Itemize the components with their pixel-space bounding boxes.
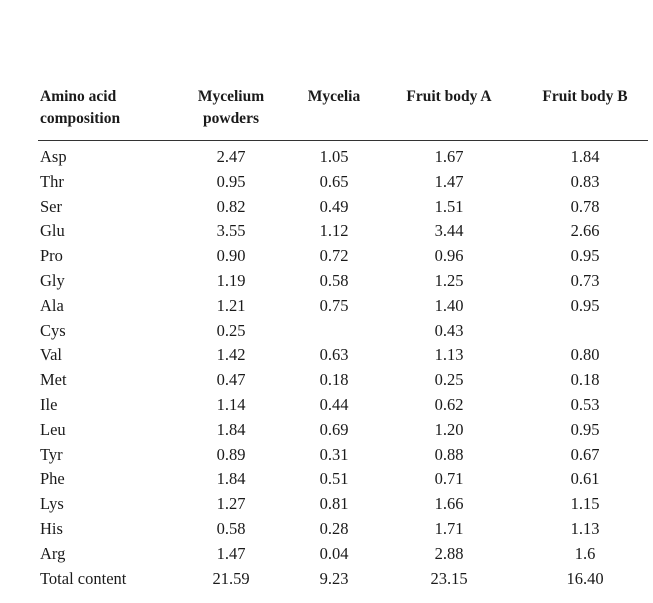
table-row	[38, 393, 648, 418]
value-cell: 1.84	[216, 419, 246, 439]
value-cell: 1.47	[434, 171, 464, 191]
value-cell: 0.88	[434, 444, 464, 464]
value-cell: 0.72	[319, 246, 349, 266]
value-cell: 21.59	[212, 568, 250, 588]
value-cell: 0.31	[319, 444, 349, 464]
value-cell: 0.28	[319, 518, 349, 538]
value-cell: 1.71	[434, 518, 464, 538]
value-cell: 0.51	[319, 469, 349, 489]
value-cell: 0.04	[319, 543, 349, 563]
value-cell: 0.43	[434, 320, 464, 340]
value-cell: 0.82	[216, 196, 246, 216]
table-row	[38, 418, 648, 443]
value-cell: 0.95	[216, 171, 246, 191]
value-cell: 0.90	[216, 246, 246, 266]
value-cell: 1.21	[216, 295, 246, 315]
value-cell: 1.25	[434, 270, 464, 290]
value-cell: 0.63	[319, 345, 349, 365]
value-cell: 0.71	[434, 469, 464, 489]
header-fruit-body-a	[376, 86, 522, 141]
header-line: Amino acid	[40, 88, 117, 105]
value-cell: 0.25	[216, 320, 246, 340]
value-cell: 0.73	[570, 270, 600, 290]
amino-acid-name-cell: His	[40, 518, 63, 538]
value-cell: 0.49	[319, 196, 349, 216]
value-cell: 23.15	[430, 568, 468, 588]
table-row	[38, 492, 648, 517]
table-row	[38, 170, 648, 195]
value-cell: 0.25	[434, 370, 464, 390]
value-cell: 1.40	[434, 295, 464, 315]
value-cell: 3.44	[434, 221, 464, 241]
header-row	[38, 86, 648, 141]
amino-acid-composition-table	[38, 86, 648, 591]
header-line: composition	[40, 110, 121, 127]
value-cell: 0.75	[319, 295, 349, 315]
value-cell: 0.44	[319, 394, 349, 414]
amino-acid-name-cell: Ile	[40, 394, 58, 414]
value-cell: 1.66	[434, 494, 464, 514]
value-cell: 1.13	[570, 518, 600, 538]
table-row	[38, 141, 648, 170]
amino-acid-name-cell: Asp	[40, 147, 67, 166]
value-cell: 0.58	[216, 518, 246, 538]
amino-acid-name-cell: Arg	[40, 543, 66, 563]
table-row	[38, 567, 648, 592]
value-cell: 0.62	[434, 394, 464, 414]
amino-acid-name-cell: Val	[40, 345, 62, 365]
value-cell: 0.95	[570, 295, 600, 315]
value-cell: 0.78	[570, 196, 600, 216]
value-cell: 3.55	[216, 221, 246, 241]
value-cell: 1.67	[434, 147, 464, 166]
table-row	[38, 542, 648, 567]
value-cell: 1.47	[216, 543, 246, 563]
header-amino-acid-composition	[38, 86, 170, 141]
value-cell: 0.58	[319, 270, 349, 290]
amino-acid-table-container	[38, 86, 648, 591]
value-cell: 1.13	[434, 345, 464, 365]
amino-acid-name-cell: Met	[40, 370, 67, 390]
value-cell: 0.65	[319, 171, 349, 191]
amino-acid-name-cell: Ala	[40, 295, 64, 315]
value-cell: 1.51	[434, 196, 464, 216]
value-cell: 1.15	[570, 494, 600, 514]
table-row	[38, 269, 648, 294]
amino-acid-name-cell: Glu	[40, 221, 65, 241]
header-mycelium-powders	[170, 86, 292, 141]
value-cell: 9.23	[319, 568, 349, 588]
value-cell: 0.18	[319, 370, 349, 390]
value-cell: 0.95	[570, 246, 600, 266]
value-cell: 1.27	[216, 494, 246, 514]
value-cell: 1.12	[319, 221, 349, 241]
value-cell: 0.53	[570, 394, 600, 414]
amino-acid-name-cell: Ser	[40, 196, 62, 216]
value-cell: 1.42	[216, 345, 246, 365]
header-line: Fruit body A	[406, 88, 492, 105]
value-cell: 1.6	[574, 543, 596, 563]
amino-acid-name-cell: Pro	[40, 246, 63, 266]
table-row	[38, 443, 648, 468]
value-cell: 2.47	[216, 147, 246, 166]
table-row	[38, 219, 648, 244]
value-cell: 16.40	[566, 568, 604, 588]
value-cell: 1.84	[216, 469, 246, 489]
amino-acid-name-cell: Phe	[40, 469, 65, 489]
header-line: Fruit body B	[542, 88, 628, 105]
value-cell: 0.89	[216, 444, 246, 464]
value-cell: 1.19	[216, 270, 246, 290]
value-cell: 0.83	[570, 171, 600, 191]
amino-acid-name-cell: Tyr	[40, 444, 63, 464]
value-cell: 2.88	[434, 543, 464, 563]
amino-acid-name-cell: Leu	[40, 419, 66, 439]
header-line: Mycelium	[197, 88, 265, 105]
table-row	[38, 517, 648, 542]
value-cell: 1.20	[434, 419, 464, 439]
table-header	[38, 86, 648, 141]
value-cell: 0.80	[570, 345, 600, 365]
table-row	[38, 343, 648, 368]
value-cell: 1.14	[216, 394, 246, 414]
value-cell: 0.18	[570, 370, 600, 390]
value-cell: 1.84	[570, 147, 600, 166]
header-fruit-body-b	[522, 86, 648, 141]
table-body	[38, 141, 648, 592]
value-cell: 0.95	[570, 419, 600, 439]
amino-acid-name-cell: Thr	[40, 171, 64, 191]
table-row	[38, 368, 648, 393]
amino-acid-name-cell: Lys	[40, 494, 64, 514]
value-cell	[522, 319, 648, 344]
header-line: Mycelia	[307, 88, 361, 105]
table-row	[38, 294, 648, 319]
value-cell: 0.47	[216, 370, 246, 390]
table-row	[38, 319, 648, 344]
value-cell: 2.66	[570, 221, 600, 241]
value-cell: 0.61	[570, 469, 600, 489]
table-row	[38, 467, 648, 492]
value-cell	[292, 319, 376, 344]
value-cell: 0.69	[319, 419, 349, 439]
table-row	[38, 195, 648, 220]
value-cell: 1.05	[319, 147, 349, 166]
header-mycelia	[292, 86, 376, 141]
table-row	[38, 244, 648, 269]
header-line: powders	[203, 110, 259, 127]
value-cell: 0.67	[570, 444, 600, 464]
amino-acid-name-cell: Cys	[40, 320, 66, 340]
amino-acid-name-cell: Gly	[40, 270, 65, 290]
value-cell: 0.81	[319, 494, 349, 514]
amino-acid-name-cell: Total content	[40, 568, 127, 588]
value-cell: 0.96	[434, 246, 464, 266]
